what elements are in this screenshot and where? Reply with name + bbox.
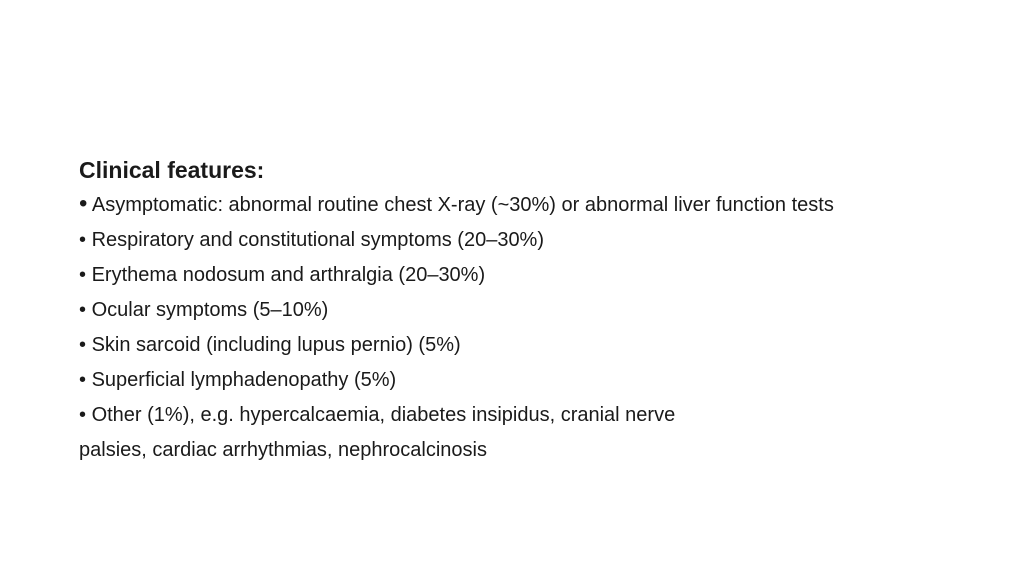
- list-item-respiratory: [79, 228, 959, 252]
- bullet-icon: •: [79, 264, 87, 286]
- bullet-icon: •: [79, 299, 87, 321]
- list-item-text: Ocular symptoms (5–10%): [86, 299, 329, 321]
- list-item-asymptomatic: [79, 192, 959, 217]
- list-item-text: Erythema nodosum and arthralgia (20–30%): [86, 264, 486, 286]
- list-item-skin: [79, 333, 959, 357]
- bullet-icon: •: [79, 190, 88, 217]
- list-item-lymphadenopathy: [79, 368, 959, 392]
- bullet-icon: •: [79, 229, 87, 251]
- list-item-erythema: [79, 263, 959, 287]
- list-item-continuation: palsies, cardiac arrhythmias, nephrocalcinosis: [79, 439, 487, 461]
- bullet-icon: •: [79, 404, 87, 426]
- section-heading: Clinical features:: [79, 157, 265, 183]
- list-item-ocular: [79, 298, 959, 322]
- bullet-icon: •: [79, 334, 87, 356]
- list-item-text: Skin sarcoid (including lupus pernio) (5%): [86, 334, 461, 356]
- list-item-text: Asymptomatic: abnormal routine chest X-ray (~30%) or abnormal liver function tests: [87, 194, 834, 216]
- bullet-icon: •: [79, 369, 87, 391]
- list-item-text: Respiratory and constitutional symptoms (20–30%): [86, 229, 545, 251]
- list-item-text: Superficial lymphadenopathy (5%): [86, 369, 397, 391]
- list-item-other: [79, 403, 959, 427]
- list-item-text: Other (1%), e.g. hypercalcaemia, diabetes insipidus, cranial nerve: [86, 404, 676, 426]
- slide-content: [79, 154, 959, 462]
